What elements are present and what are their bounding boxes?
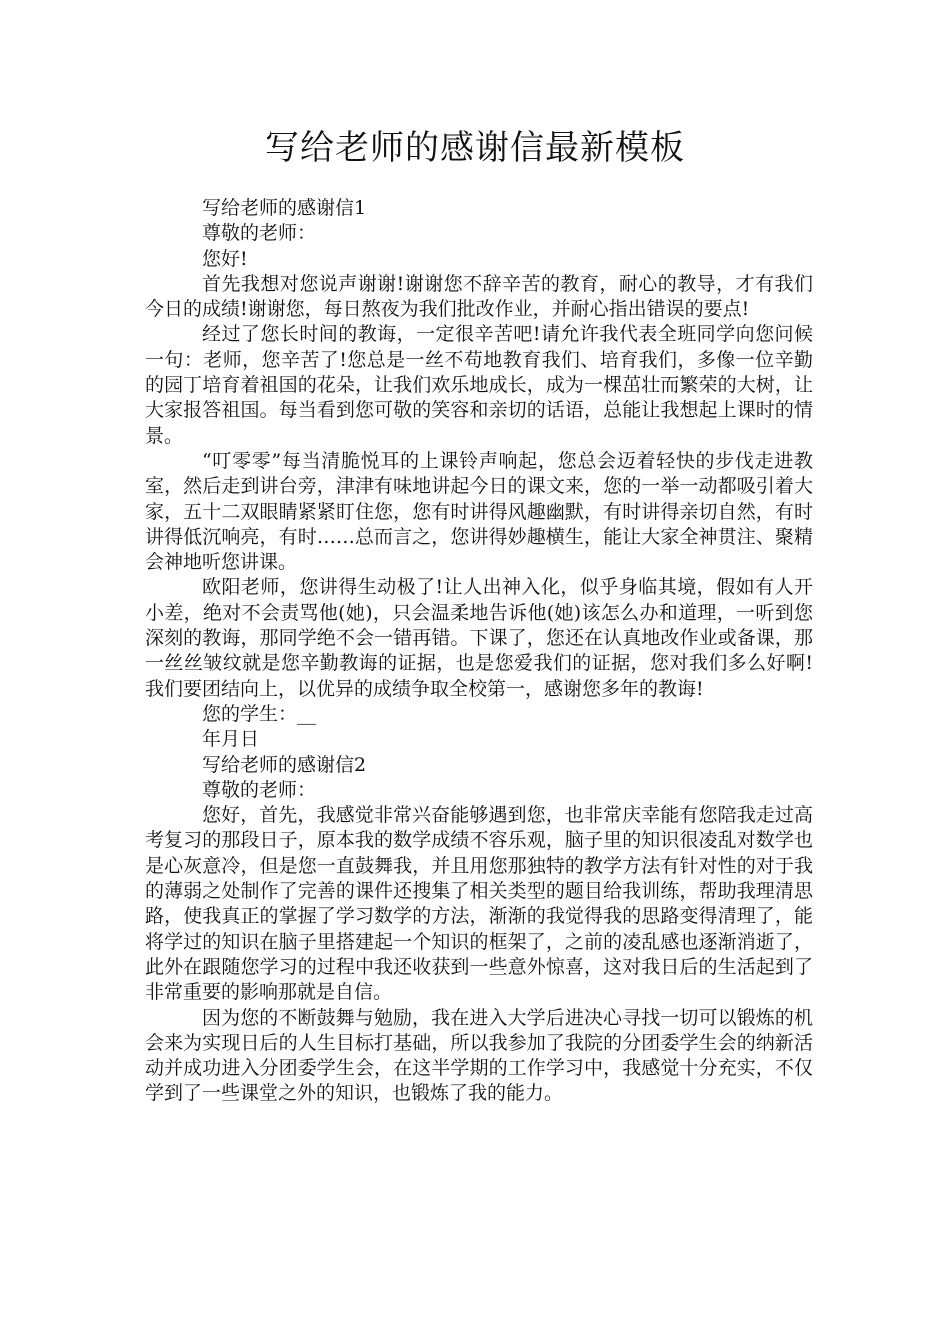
- letter2-paragraph: 因为您的不断鼓舞与勉励，我在进入大学后进决心寻找一切可以锻炼的机会来为实现日后的人生目标打基础，所以我参加了我院的分团委学生会的纳新活动并成功进入分团委学生会，在这半学期的工作学习中，我感觉十分充实，不仅学到了一些课堂之外的知识，也锻炼了我的能力。: [145, 1006, 813, 1105]
- letter1-heading: 写给老师的感谢信1: [202, 197, 367, 219]
- letter1-paragraph: 欧阳老师，您讲得生动极了!让人出神入化，似乎身临其境，假如有人开小差，绝对不会责骂他(她)，只会温柔地告诉他(她)该怎么办和道理，一听到您深刻的教诲，那同学绝不会一错再错。下课了，您还在认真地改作业或备课，那一丝丝皱纹就是您辛勤教诲的证据，也是您爱我们的证据，您对我们多么好啊!我们要团结向上，以优异的成绩争取全校第一，感谢您多年的教诲!: [145, 576, 813, 700]
- document-body: [145, 196, 813, 1107]
- letter1-signature: 您的学生：__: [202, 702, 317, 725]
- letter1-paragraph: 经过了您长时间的教诲，一定很辛苦吧!请允许我代表全班同学向您问候一句：老师，您辛苦了!您总是一丝不苟地教育我们、培育我们，多像一位辛勤的园丁培育着祖国的花朵，让我们欢乐地成长，成为一棵茁壮而繁荣的大树，让大家报答祖国。每当看到您可敬的笑容和亲切的话语，总能让我想起上课时的情景。: [145, 323, 813, 447]
- document-title: 写给老师的感谢信最新模板: [265, 128, 685, 168]
- letter1-greeting: 您好!: [202, 247, 248, 270]
- letter2-salutation: 尊敬的老师：: [202, 778, 317, 801]
- letter1-paragraph: “叮零零”每当清脆悦耳的上课铃声响起，您总会迈着轻快的步伐走进教室，然后走到讲台旁，津津有味地讲起今日的课文来，您的一举一动都吸引着大家，五十二双眼睛紧紧盯住您，您有时讲得风趣幽默，有时讲得亲切自然，有时讲得低沉响亮，有时……总而言之，您讲得妙趣横生，能让大家全神贯注、聚精会神地听您讲课。: [145, 449, 813, 574]
- letter1-date: 年月日: [202, 728, 260, 751]
- letter2-heading: 写给老师的感谢信2: [202, 753, 367, 776]
- letter1-salutation: 尊敬的老师：: [202, 222, 317, 245]
- letter1-paragraph: 首先我想对您说声谢谢!谢谢您不辞辛苦的教育，耐心的教导，才有我们今日的成绩!谢谢您，每日熬夜为我们批改作业，并耐心指出错误的要点!: [145, 272, 813, 321]
- letter2-paragraph: 您好，首先，我感觉非常兴奋能够遇到您，也非常庆幸能有您陪我走过高考复习的那段日子，原本我的数学成绩不容乐观，脑子里的知识很凌乱对数学也是心灰意冷，但是您一直鼓舞我，并且用您那独特的教学方法有针对性的对于我的薄弱之处制作了完善的课件还搜集了相关类型的题目给我训练，帮助我理清思路，使我真正的掌握了学习数学的方法，渐渐的我觉得我的思路变得清理了，能将学过的知识在脑子里搭建起一个知识的框架了，之前的凌乱感也逐渐消逝了，此外在跟随您学习的过程中我还收获到一些意外惊喜，这对我日后的生活起到了非常重要的影响那就是自信。: [145, 804, 813, 1004]
